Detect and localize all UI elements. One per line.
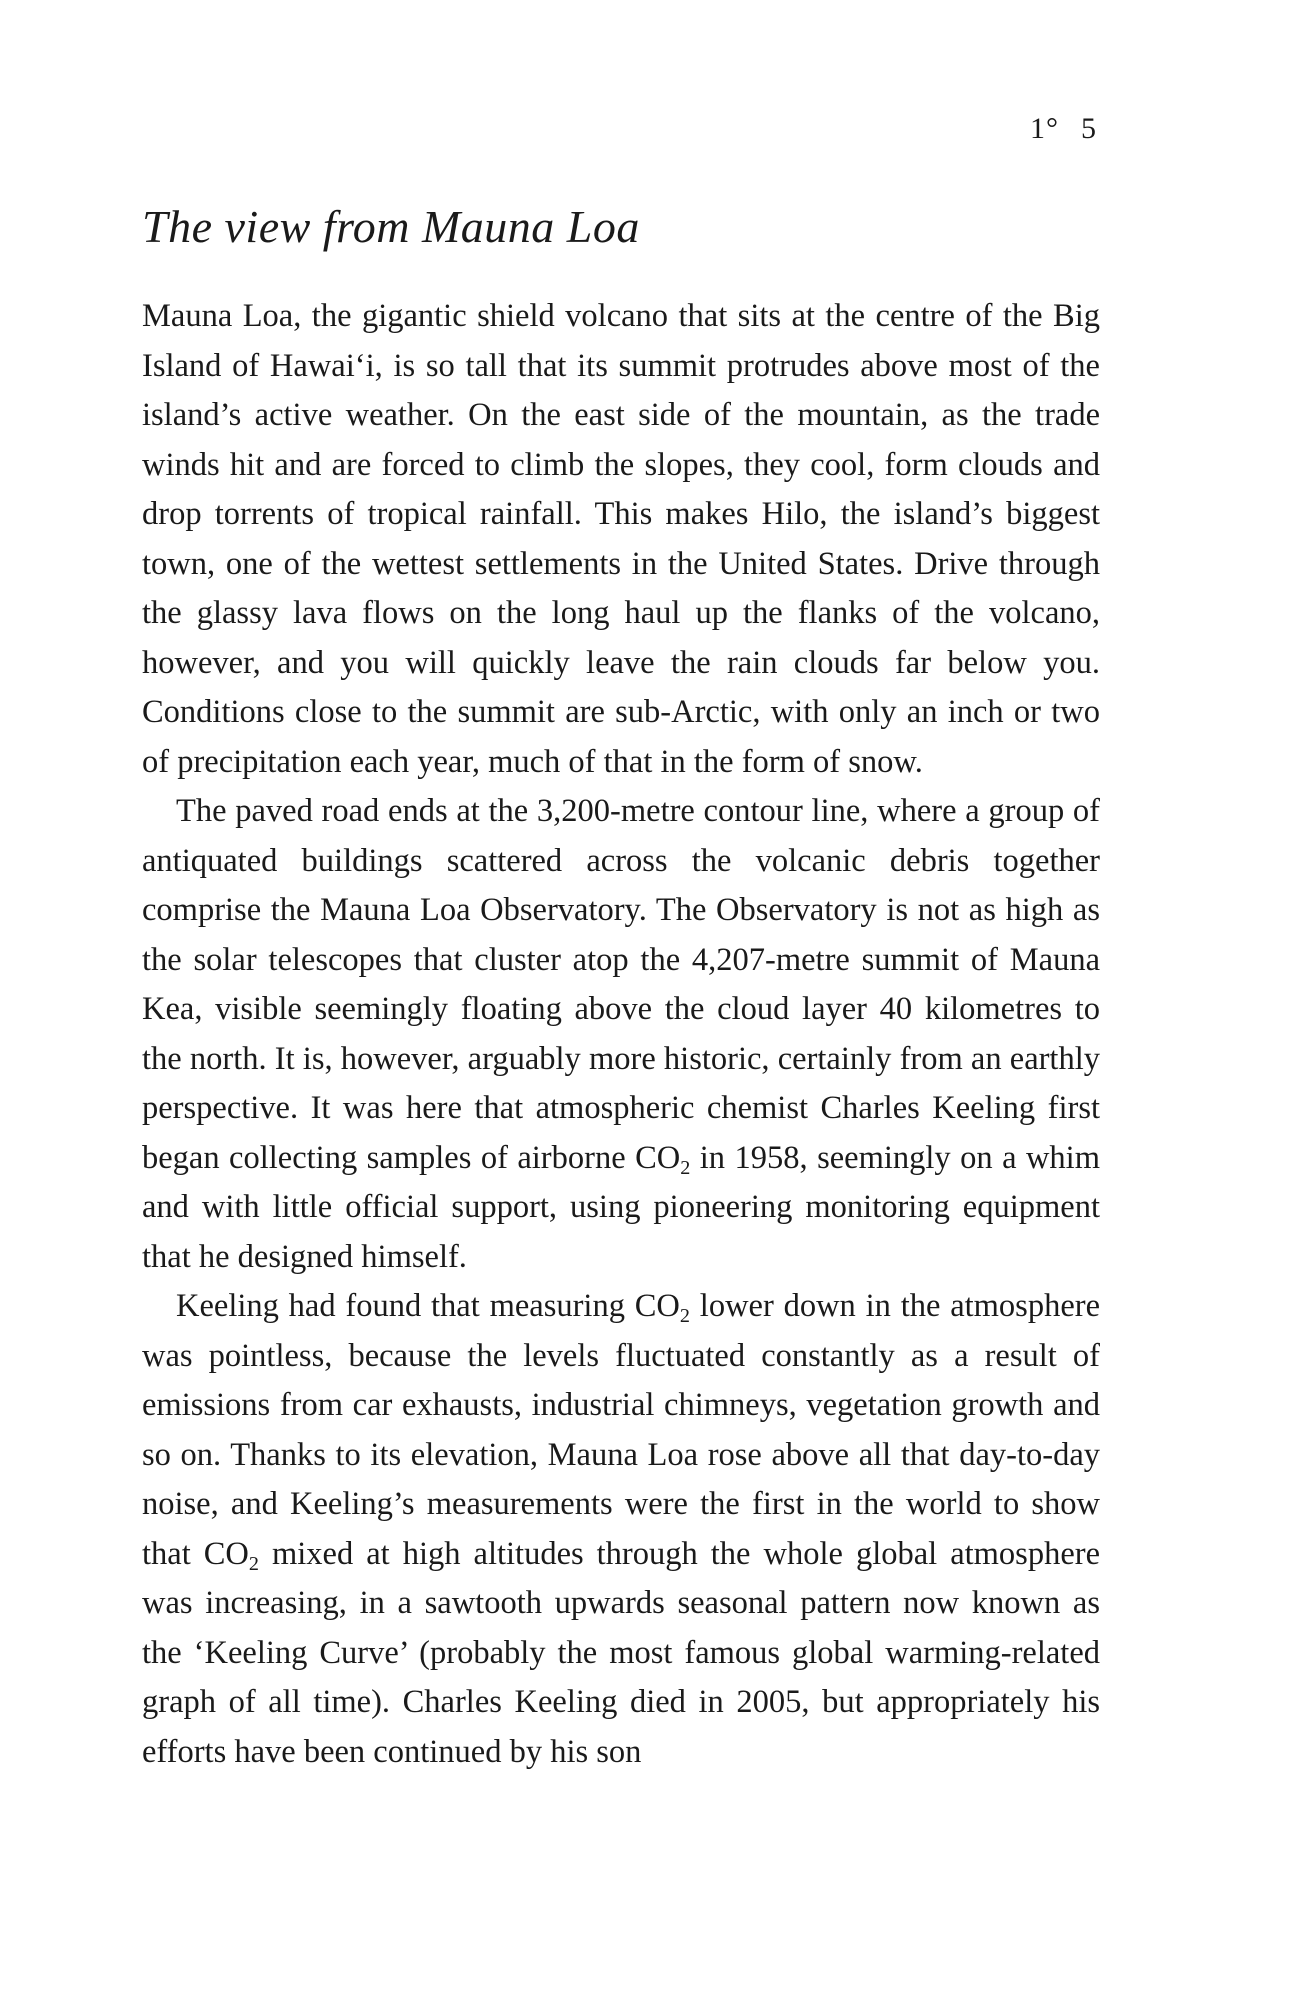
- subscript-2: 2: [248, 1552, 259, 1575]
- section-title: The view from Mauna Loa: [142, 201, 640, 252]
- paragraph-2-text-a: The paved road ends at the 3,200-metre contour line, where a group of antiquated buildings scattered across the volcanic debris together comprise the Mauna Loa Observatory. The Observatory is not as high as the solar telescopes that cluster atop the 4,207-metre summit of Mauna Kea, visible seemingly floating above the cloud layer 40 kilometres to the north. It is, however, arguably more historic, certainly from an earthly perspective. It was here that atmospheric chemist Charles Keeling first began collecting samples of airborne CO: [142, 793, 1100, 1176]
- page-number: 5: [1081, 112, 1097, 145]
- paragraph-2: [142, 787, 1100, 1282]
- subscript-2: 2: [680, 1156, 691, 1179]
- paragraph-3: [142, 1282, 1100, 1777]
- paragraph-3-text-c: mixed at high altitudes through the whole global atmosphere was increasing, in a sawtooth upwards seasonal pattern now known as the ‘Keeling Curve’ (probably the most famous global warming-related graph of all time). Charles Keeling died in 2005, but appropriately his efforts have been continued by his son: [142, 1535, 1100, 1770]
- body-text: [142, 292, 1100, 1777]
- chapter-marker: 1°: [1030, 112, 1059, 145]
- paragraph-3-text-a: Keeling had found that measuring CO: [176, 1288, 680, 1324]
- paragraph-1: Mauna Loa, the gigantic shield volcano that sits at the centre of the Big Island of Hawai‘i, is so tall that its summit protrudes above most of the island’s active weather. On the east side of the mountain, as the trade winds hit and are forced to climb the slopes, they cool, form clouds and drop torrents of tropical rainfall. This makes Hilo, the island’s biggest town, one of the wettest settlements in the United States. Drive through the glassy lava flows on the long haul up the flanks of the volcano, however, and you will quickly leave the rain clouds far below you. Conditions close to the summit are sub-Arctic, with only an inch or two of precipitation each year, much of that in the form of snow.: [142, 298, 1100, 780]
- paragraph-2-text-b: in 1958, seemingly on a whim and with little official support, using pioneering monitoring equipment that he designed himself.: [142, 1139, 1100, 1275]
- subscript-2: 2: [679, 1305, 690, 1328]
- running-head: [1030, 112, 1097, 146]
- paragraph-3-text-b: lower down in the atmosphere was pointless, because the levels fluctuated constantly as a result of emissions from car exhausts, industrial chimneys, vegetation growth and so on. Thanks to its elevation, Mauna Loa rose above all that day-to-day noise, and Keeling’s measurements were the first in the world to show that CO: [142, 1288, 1100, 1572]
